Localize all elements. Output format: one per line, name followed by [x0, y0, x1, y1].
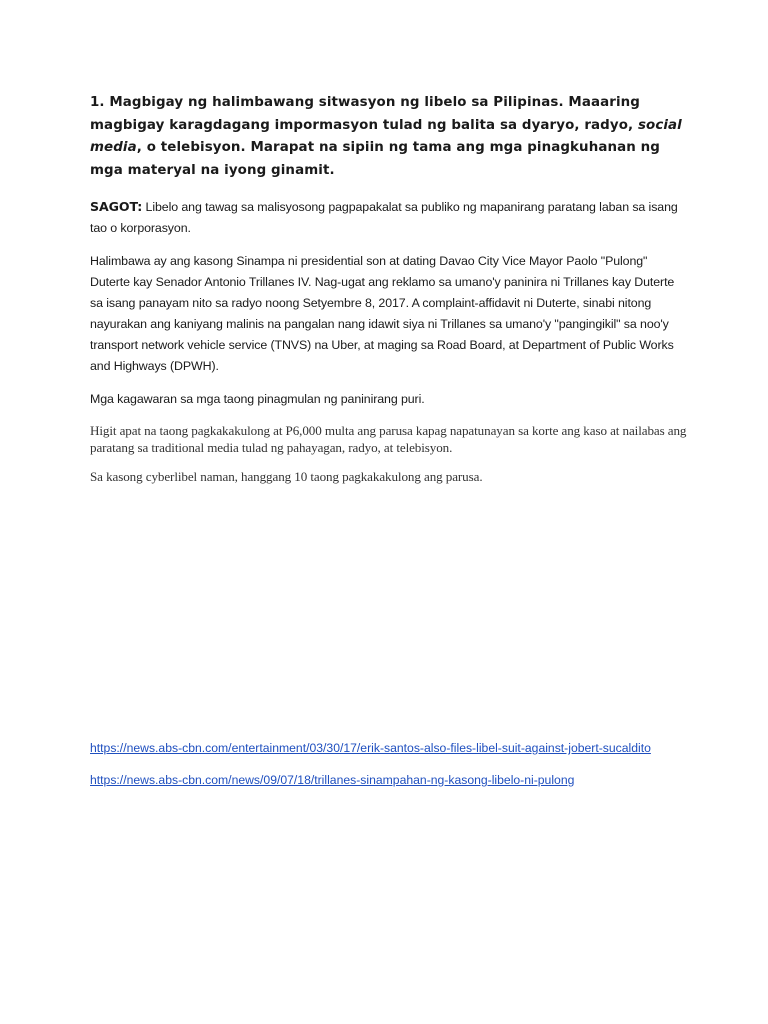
answer-text: Libelo ang tawag sa malisyosong pagpapakalat sa publiko ng mapanirang paratang laban sa isang tao o korporasyon. — [90, 200, 678, 235]
reference-link-2[interactable]: https://news.abs-cbn.com/news/09/07/18/trillanes-sinampahan-ng-kasong-libelo-ni-pulong — [90, 773, 575, 787]
reference-link-1[interactable]: https://news.abs-cbn.com/entertainment/03/30/17/erik-santos-also-files-libel-suit-against-jobert-sucaldito — [90, 741, 651, 755]
question-emphasis: social media — [90, 117, 682, 155]
penalty-paragraph: Higit apat na taong pagkakakulong at P6,000 multa ang parusa kapag napatunayan sa korte ang kaso at nailabas ang paratang sa traditional media tulad ng pahayagan, radyo, at telebisyon. — [90, 423, 687, 455]
answer-paragraph — [90, 196, 690, 239]
question-heading — [90, 92, 690, 182]
cyberlibel-paragraph: Sa kasong cyberlibel naman, hanggang 10 taong pagkakakulong ang parusa. — [90, 469, 483, 484]
example-paragraph: Halimbawa ay ang kasong Sinampa ni presidential son at dating Davao City Vice Mayor Paolo "Pulong" Duterte kay Senador Antonio Trillanes IV. Nag-ugat ang reklamo sa umano'y paninira ni Trillanes kay Duterte sa isang panayam nito sa radyo noong Setyembre 8, 2017. A complaint-affidavit ni Duterte, sinabi nitong nayurakan ang kaniyang malinis na pangalan nang idawit siya ni Trillanes sa umano'y "pangingikil" sa noo'y transport network vehicle service (TNVS) na Uber, at maging sa Road Board, at Department of Public Works and Highways (DPWH). — [90, 254, 675, 373]
question-text-part1: 1. Magbigay ng halimbawang sitwasyon ng libelo sa Pilipinas. Maaaring magbigay karagdagang impormasyon tulad ng balita sa dyaryo, radyo, — [90, 95, 640, 133]
question-text-part2: , o telebisyon. Marapat na sipiin ng tama ang mga pinagkuhanan ng mga materyal na iyong ginamit. — [90, 140, 660, 178]
answer-label: SAGOT: — [90, 199, 143, 214]
document-body — [90, 92, 690, 497]
reference-links — [90, 738, 670, 802]
sources-note-paragraph: Mga kagawaran sa mga taong pinagmulan ng paninirang puri. — [90, 392, 425, 406]
